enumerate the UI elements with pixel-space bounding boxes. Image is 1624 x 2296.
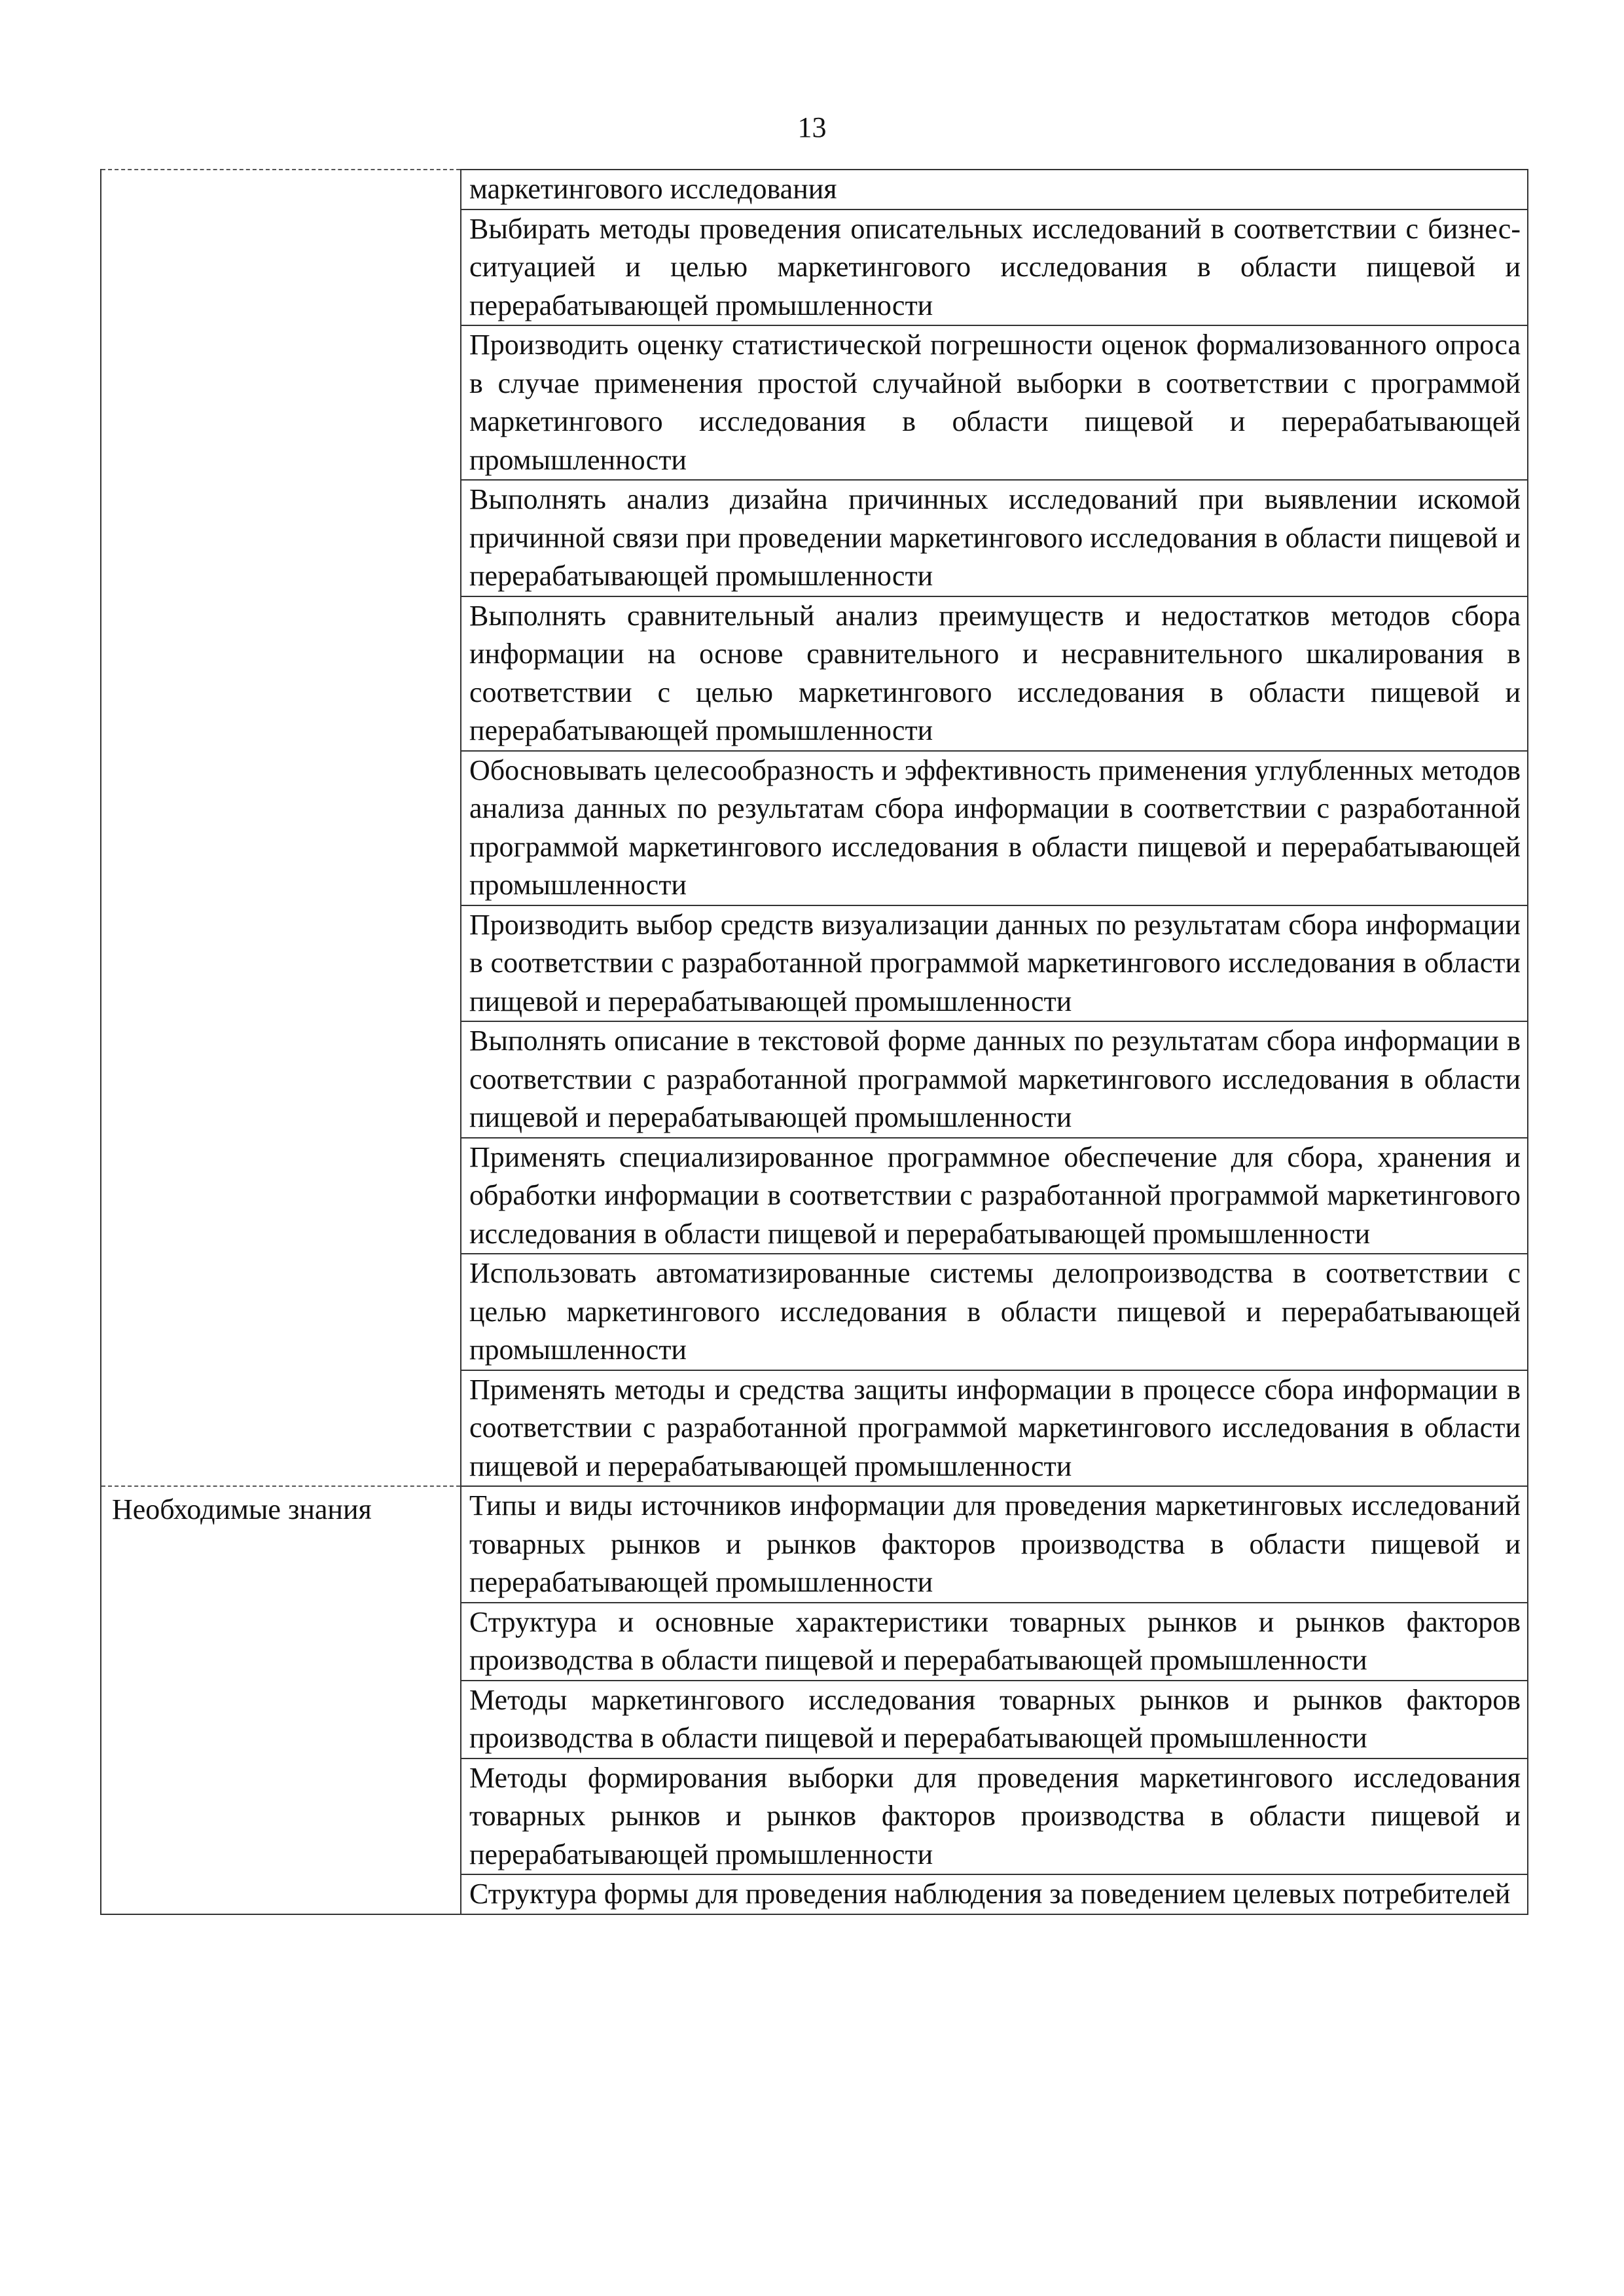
table-cell-item: Производить выбор средств визуализации данных по результатам сбора информации в соответствии с разработанной программой маркетингового исследования в области пищевой и перерабатывающей промышленности — [461, 905, 1528, 1022]
page-number: 13 — [797, 111, 827, 143]
table-cell-item: маркетингового исследования — [461, 170, 1528, 210]
table-cell-item: Структура формы для проведения наблюдения за поведением целевых потребителей — [461, 1874, 1528, 1914]
section-label-required-knowledge: Необходимые знания — [101, 1486, 461, 1914]
table-cell-item: Применять специализированное программное обеспечение для сбора, хранения и обработки информации в соответствии с разработанной программой маркетингового исследования в области пищевой и перерабатывающей промышленности — [461, 1138, 1528, 1254]
table-cell-item: Методы маркетингового исследования товарных рынков и рынков факторов производства в области пищевой и перерабатывающей промышленности — [461, 1681, 1528, 1758]
table-cell-item: Использовать автоматизированные системы делопроизводства в соответствии с целью маркетингового исследования в области пищевой и перерабатывающей промышленности — [461, 1254, 1528, 1370]
section-label-continued — [101, 170, 461, 1486]
table-row — [101, 170, 1528, 210]
table-row — [101, 1486, 1528, 1603]
table-cell-item: Применять методы и средства защиты информации в процессе сбора информации в соответствии с разработанной программой маркетингового исследования в области пищевой и перерабатывающей промышленности — [461, 1370, 1528, 1487]
table-cell-item: Выбирать методы проведения описательных исследований в соответствии с бизнес-ситуацией и целью маркетингового исследования в области пищевой и перерабатывающей промышленности — [461, 210, 1528, 326]
table-cell-item: Обосновывать целесообразность и эффективность применения углубленных методов анализа данных по результатам сбора информации в соответствии с разработанной программой маркетингового исследования в области пищевой и перерабатывающей промышленности — [461, 751, 1528, 905]
table-cell-item: Методы формирования выборки для проведения маркетингового исследования товарных рынков и рынков факторов производства в области пищевой и перерабатывающей промышленности — [461, 1758, 1528, 1875]
table-cell-item: Производить оценку статистической погрешности оценок формализованного опроса в случае применения простой случайной выборки в соответствии с программой маркетингового исследования в области пищевой и перерабатывающей промышленности — [461, 325, 1528, 480]
table-cell-item: Выполнять сравнительный анализ преимуществ и недостатков методов сбора информации на основе сравнительного и несравнительного шкалирования в соответствии с целью маркетингового исследования в области пищевой и перерабатывающей промышленности — [461, 596, 1528, 751]
table-cell-item: Выполнять анализ дизайна причинных исследований при выявлении искомой причинной связи при проведении маркетингового исследования в области пищевой и перерабатывающей промышленности — [461, 480, 1528, 596]
table-cell-item: Выполнять описание в текстовой форме данных по результатам сбора информации в соответствии с разработанной программой маркетингового исследования в области пищевой и перерабатывающей промышленности — [461, 1021, 1528, 1138]
table-cell-item: Структура и основные характеристики товарных рынков и рынков факторов производства в области пищевой и перерабатывающей промышленности — [461, 1603, 1528, 1681]
competency-table — [100, 169, 1528, 1915]
table-cell-item: Типы и виды источников информации для проведения маркетинговых исследований товарных рынков и рынков факторов производства в области пищевой и перерабатывающей промышленности — [461, 1486, 1528, 1603]
